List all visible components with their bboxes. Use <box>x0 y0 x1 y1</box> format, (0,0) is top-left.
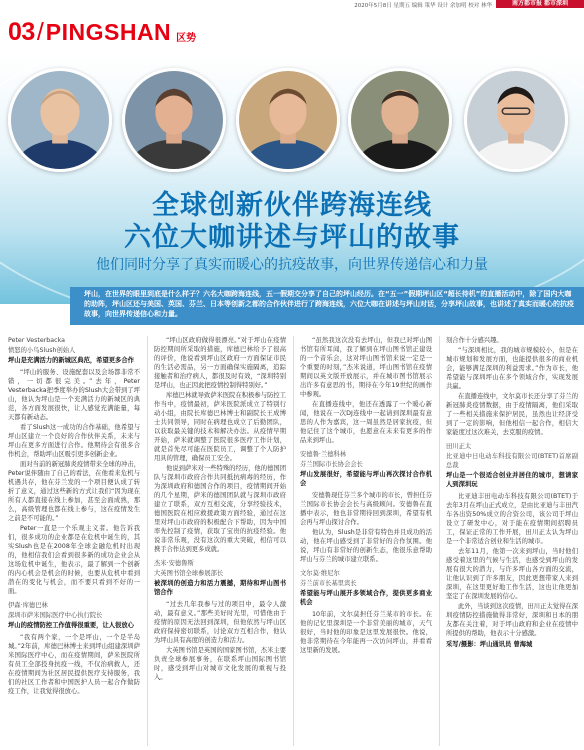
hero-banner <box>0 54 584 304</box>
paragraph: 在直播连线中，文尔莫市长还分享了芬兰的新冠肺炎疫情数据，由于疫情隔离，他们采取了一些相关措施来保护居民，虽然也让经济受到了一定的影响，但他相信一起合作，相信大家能度过这次难关，去克服的疫情。 <box>446 393 578 436</box>
portrait-image <box>11 71 109 169</box>
paragraph: “虽然我这次没有去坪山，但我已对坪山图书馆有所耳闻，我了解到在坪山图书馆正建设的一个音乐会，这对坪山图书馆来说一定是一个重要的时刻，”杰米说道，坪山图书馆在疫情期间以英文版开放展示，并在城市图书馆展示出许多有意思的书，期待在今年19世纪的画作中参观。 <box>300 337 432 398</box>
article-columns <box>8 336 578 746</box>
section-lead: 坪山发展很好，希望能与坪山再次探讨合作机会 <box>300 471 432 487</box>
column-divider <box>439 336 440 746</box>
hero-headline <box>0 190 584 274</box>
paragraph: 在直播连线中，他还在透露了一个暖心新闻，他说在一次DJ连线中一起请到深圳最有意思的人作为嘉宾，这一周虽然是居家抗疫，但他记住了这个城市，也愿意在未来有更多的作品来到坪山。 <box>300 401 432 444</box>
section-separator: / <box>36 17 44 46</box>
paragraph: “我有两个家，一个是坪山，一个是半岛城。”2年前，库德巴林博士来到坪山组建深圳萨米国际医疗中心，而在疫情期间，萨米医院所有员工全部投身抗疫一线，不仅治病救人，还在疫情期间为社区居民提供医疗支持服务，我们的社区工作者和中国医护人员一起合作做防疫工作，让我觉得很放心。 <box>8 634 140 695</box>
section-lead: 希望能与坪山展开多领域合作，提供更多商业机会 <box>300 590 432 606</box>
page-header-bar <box>0 0 584 8</box>
section-heading <box>8 14 196 50</box>
paragraph: 去年11月，他第一次来到坪山，当时他们感受着这里的气候与生活，也感受到坪山的发展有很大的潜力，与许多坪山各方面的交流，让他认识到了许多朋友，因此更想带家人来到深圳，在这里更好地工作生活，这也让他更加坚定了在深圳发展的信心。 <box>446 548 578 600</box>
portrait-third <box>236 68 340 172</box>
portrait-image <box>125 71 223 169</box>
newspaper-brand: 南方都市报 都市深圳 <box>496 0 584 8</box>
paragraph: “与深圳相比，我的城市规模较小，但是在城市规划和发展方面，也能提供很多的商业机会，能够满足深圳的利益需求。”作为市长，他希望能与深圳坪山在多个领域合作，实现发展共赢。 <box>446 347 578 390</box>
paragraph: 他认为，Slush是非常有特色并且成功的活动，他在坪山感受到了非常好的合作氛围。他说，坪山有非常好的创新生态，他很乐意帮助坪山与芬兰的城市建立联系。 <box>300 529 432 563</box>
portrait-peter <box>8 68 112 172</box>
section-name: PINGSHAN <box>45 18 172 45</box>
paragraph: Peter一直是一个乐观主义者。他告诉我们，很多成功的企业都是在危机中诞生的，其实Slush也是在2008年全球金融危机时出现的，他相信我们会看到很多新的成功企业会从这场危机中诞生，他表示，最了解到一个创新的内心机会是机会的时候，也要从危机中看到潜在的变化与机会，而不要只看到不好的一面。 <box>8 525 140 595</box>
byline-title: 深圳市萨米国际医疗中心执行院长 <box>8 612 103 619</box>
byline-name: 伊森·库德巴林 <box>8 602 48 609</box>
column-2 <box>154 336 286 746</box>
portrait-second <box>122 68 226 172</box>
byline-title: 芬兰前市长基里宾长 <box>300 580 357 587</box>
paragraph: 看了Slush这一成功的合作基础，他希望与坪山区建立一个良好的合作伙伴关系，未来与坪山在更多方面进行合作。他期待会有很多合作机会，帮助坪山区吸引更多创新企业。 <box>8 424 140 458</box>
column-divider <box>147 336 148 746</box>
paragraph: 刻合作十分感兴趣。 <box>446 337 503 344</box>
paragraph: 大英图书馆是英国的国家图书馆，杰米主要负责全球参展事务，在联系坪山国际图书馆时，感受到坪山对城市文化发展的重视与投入。 <box>154 647 286 681</box>
column-3 <box>300 336 432 746</box>
column-4 <box>446 336 578 746</box>
paragraph: 面对当前的新冠肺炎疫情带来全球的冲击，Peter说伴随由了自己的看法，在他看来危机与机遇共存，他在芬兰发的一个项目便认成了转折了意义，通过这些新的方式让我们“因为现在所有人都直接在线上参加，甚至会面成熟，那么，高级管理也都在线上参与，这在疫情发生之前是不可能的。” <box>8 461 140 522</box>
byline-title: 愤怒的小鸟Slush创始人 <box>8 347 76 354</box>
byline-name: 安德鲁·兰德科林 <box>300 451 347 458</box>
portrait-fifth <box>464 68 568 172</box>
section-number: 03 <box>8 17 35 46</box>
paragraph: “坪山的服务、设施配套以及会场都非常不错，一切都很完美。”去年，Peter Vesterbacka把季度举办的Slush大会带到了坪山，他认为坪山是一个充满活力的新城区的典范，各方面发展很快，让人感觉充满能量，每天都有新动态。 <box>8 369 140 421</box>
section-tag: 区势 <box>176 33 197 44</box>
portrait-fourth <box>348 68 452 172</box>
paragraph: “过去几年我参与过的项目中，最令人激动，最有意义。”那些美好时光里，可惜他由于疫情的原因无法回到深圳，但他依然与坪山区政府保持密切联系，讨论双方互相合作，他认为坪山具有高度的创造力和活力。 <box>154 601 286 644</box>
byline-title: 芬兰国际市长协会会长 <box>300 461 363 468</box>
portrait-image <box>239 71 337 169</box>
subheadline: 他们同时分享了真实而暖心的抗疫故事，向世界传递信心和力量 <box>96 257 488 273</box>
byline-title: 大英图书馆全球参展部长 <box>154 570 224 577</box>
section-lead: 坪山的疫情防控工作值得很重要，让人很放心 <box>8 622 134 629</box>
paragraph: “坪山区政府做得很漂亮。”对于坪山在疫情防控期间所采取的措施，库德巴林给予了很高的评价，他说看到坪山区政府一方面保证市民的生活必需品，另一方面确保实施隔离，追踪接触者和治疗病人，都很及时有效，“深圳特别是坪山，也正因此把疫情控制得特别好。” <box>154 337 286 389</box>
paragraph: 10年前，文尔莫担任芬兰某市的市长。在他的记忆里深圳是一个非常美丽的城市，天气很好，当时他的印象是这里发展很快。他说，他非常期待在今年能再一次访问坪山，并看看这里新的发展。 <box>300 611 432 654</box>
byline-name: 文尔莫·维尼尔 <box>300 570 340 577</box>
byline-name: Peter Vesterbacka <box>8 337 65 344</box>
intro-paragraph: 坪山，在世界的眼里到底是什么样子？六名大咖跨海连线，五一假期交分享了自己的坪山经历。在“五一”假期坪山区“超长待机”的直播活动中，除了国内大咖的助阵，坪山区还与美国、英国、芬兰、日本等创新之都的合作伙伴进行了跨海连线，六位大咖在讲述与坪山对话，分享坪山故事，也讲述了真实而暖心的抗疫故事，向世界传递信心和力量。 <box>84 290 574 318</box>
paragraph: 比亚迪丰田电动车科技有限公司(BTET)于去年3月在坪山正式成立，是由比亚迪与丰田汽车各出资50%成立的合资公司，该公司于坪山设立了研发中心，对于能在疫情期间招聘员工，保证正常的工作开展，田川正太认为坪山是一个非常适合创业和生活的城市。 <box>446 493 578 545</box>
section-lead: 坪山是充满活力的新城区典范，希望更多合作 <box>8 357 134 364</box>
column-divider <box>293 336 294 746</box>
paragraph: 此外，当谈到这次疫情，田川正太觉得在深圳疫情防控措施做得非常好，深圳和日本的朋友都在关注着，对于坪山政府和企业在疫情中所提供的帮助，他表示十分感激。 <box>446 603 578 637</box>
paragraph: 安德鲁现任芬兰多个城市的市长，曾担任芬兰国际市长协会会长与高级顾问。安德鲁在直播中表示，他也非常期待回到深圳，希望有机会再与坪山探讨合作。 <box>300 492 432 526</box>
column-1 <box>8 336 140 746</box>
headline-line-2: 六位大咖讲述与坪山的故事 <box>124 222 460 253</box>
section-lead: 被深圳的创造力和活力震撼，期待和坪山图书馆合作 <box>154 580 286 596</box>
author-signature: 采写/摄影：坪山通讯员 曾海城 <box>446 641 533 648</box>
portrait-image <box>467 71 565 169</box>
byline-name: 杰米·安德鲁斯 <box>154 560 194 567</box>
byline-title: 比亚迪中日电动车科技有限公司(BTET)首席副总裁 <box>446 453 578 469</box>
headline-line-1: 全球创新伙伴跨海连线 <box>152 190 432 221</box>
paragraph: 他说到萨米对一些特殊的经历，他的德国团队与深圳市政府合作共同抵抗病毒的经历，作为深圳政府和德国合作的项目，疫情期间开始的几个星期，萨米的德国团队就与深圳市政府建立了联系，双方互相交流，分享经验技术，德国医院在相应救援政策方面经验，通过在这里对坪山市政府的积极配合下帮助，因为中国率先控制了疫情，获取了宝贵的抗疫经验。他说非常乐观，没有这次的重大突破，相信可以携手合作达到更多成就。 <box>154 465 286 553</box>
date-editor-line: 2020年5月8日 星期五 编辑 策华 设计 余加明 校对 林华 <box>354 3 492 9</box>
section-lead: 坪山是一个很适合创业并居住的城市，想请家人到深圳玩 <box>446 472 578 488</box>
paragraph: 库德巴林就导致萨米医院在积极参与防控工作当中，疫情最初，萨米医院派成立了特别行动小组，由院长库德巴林博士和副院长王成博士共同领导，同时在病理也成立了后勤团队，以获取最关键的技术和解决办法。从疫情早期开始，萨米就调整了医院很多医疗工作计划，就是首先尽可能在医院员工，调整了个人防护用具的管理，确保员工安全。 <box>154 392 286 462</box>
portrait-image <box>351 71 449 169</box>
byline-name: 田川正太 <box>446 443 472 450</box>
